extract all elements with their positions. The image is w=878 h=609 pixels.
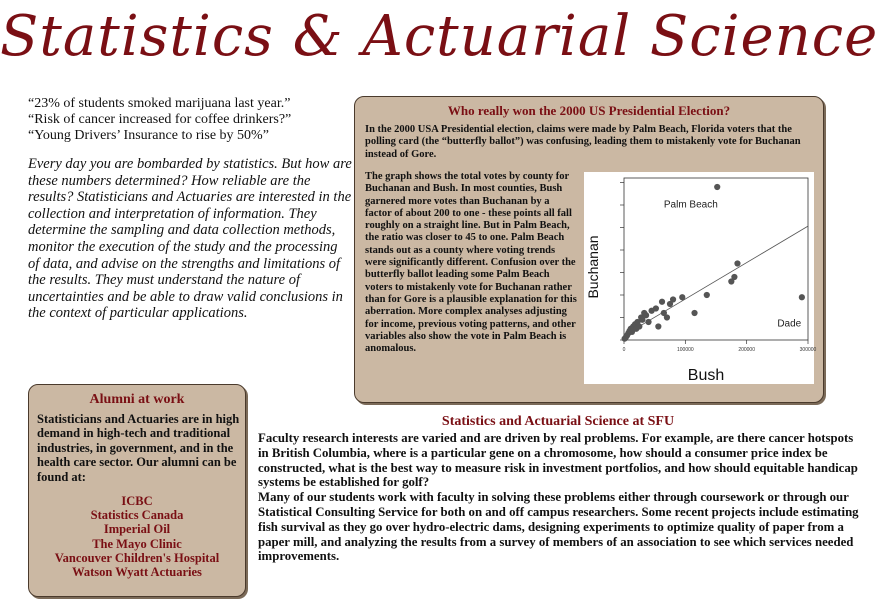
data-point [691,310,697,316]
x-tick-label: 100000 [676,347,694,353]
alumni-title: Alumni at work [89,392,185,407]
election-paragraph-2: The graph shows the total votes by county for Buchanan and Bush. In most counties, Bush garnered more votes than Buchanan by a factor of about 200 to one - these points all fall roughly on a straight line. But in Palm Beach, the ratio was closer to 45 to one. Palm Beach stands out as a county where voting trends were significantly different. Confusion over the butterfly ballot leading some Palm Beach voters to mistakenly vote for Buchanan rather than for Gore is a plausible explanation for this aberration. More complex analyses adjusting for income, previous voting patterns, and other variables also show the vote in Palm Beach is anomalous. [365,171,577,355]
employer-item: Vancouver Children's Hospital [54,550,220,565]
data-point [645,319,651,325]
data-point [731,274,737,280]
data-point [636,323,642,329]
x-tick-label: 200000 [738,347,756,353]
alumni-employer-list [29,494,245,579]
data-point [734,260,740,266]
employer-item: ICBC [121,494,153,508]
employer-item: Imperial Oil [103,522,171,537]
data-point [714,184,720,190]
x-axis-label: Bush [687,367,725,384]
data-point [679,294,685,300]
employer-item: The Mayo Clinic [92,536,182,551]
data-point [799,294,805,300]
quote-1: “23% of students smoked marijuana last year.” [28,96,291,111]
buchanan-bush-scatter-chart [584,172,817,384]
quote-3: “Young Drivers’ Insurance to rise by 50%” [28,128,269,143]
quote-2: “Risk of cancer increased for coffee drinkers?” [28,112,292,127]
alumni-text: Statisticians and Actuaries are in high demand in high-tech and traditional industries, in government, and in the health care sector. Our alumni can be found at: [37,412,240,484]
data-point [643,312,649,318]
employer-item: Watson Wyatt Actuaries [72,565,202,580]
point-annotation: Palm Beach [663,199,718,211]
page-title: Statistics & Actuarial Science [0,4,878,69]
data-point [655,323,661,329]
sfu-section-text [258,431,862,564]
point-annotation: Dade [777,318,802,330]
y-axis-label: Buchanan [585,235,601,299]
sfu-section-title: Statistics and Actuarial Science at SFU [441,414,675,429]
election-paragraph-1: In the 2000 USA Presidential election, claims were made by Palm Beach, Florida voters that the polling card (the “butterfly ballot”) was confusing, leading them to mistakenly vote for Buchanan instead of Gore. [365,124,801,160]
data-point [653,305,659,311]
headline-quotes [28,96,291,144]
data-point [659,299,665,305]
intro-paragraph: Every day you are bombarded by statistics. But how are these numbers determined? How reliable are the results? Statisticians and Actuaries are interested in the collection and interpretation of information. They determine the sampling and data collection methods, monitor the execution of the study and the processing of data, and advise on the strengths and limitations of the results. They must understand the nature of uncertainties and be able to draw valid conclusions in the context of particular applications. [28,156,352,322]
x-tick-label: 0 [622,347,626,353]
election-title: Who really won the 2000 US Presidential Election? [447,103,731,118]
sfu-paragraph-1: Faculty research interests are varied and are driven by real problems. For example, are there cancer hotspots in British Columbia, where is a particular gene on a chromosome, how should a consumer price index be constructed, what is the best way to measure risk in investment portfolios, and how should equitable handicap systems be established for golf? [258,431,858,490]
chart-labels [585,199,802,384]
sfu-paragraph-2: Many of our students work with faculty in solving these problems either through coursework or through our Statistical Consulting Service for both on and off campus researchers. Some recent projects include estimating fish survival as they go over hydro-electric dams, designing experiments to optimize quality of paper from a paper mill, and analyzing the results from a survey of members of an association to see which services needed improvements. [258,490,859,564]
employer-item: Statistics Canada [90,508,184,523]
data-point [704,292,710,298]
alumni-panel [28,384,246,597]
x-tick-label: 300000 [799,347,817,353]
data-point [664,314,670,320]
data-point [670,296,676,302]
